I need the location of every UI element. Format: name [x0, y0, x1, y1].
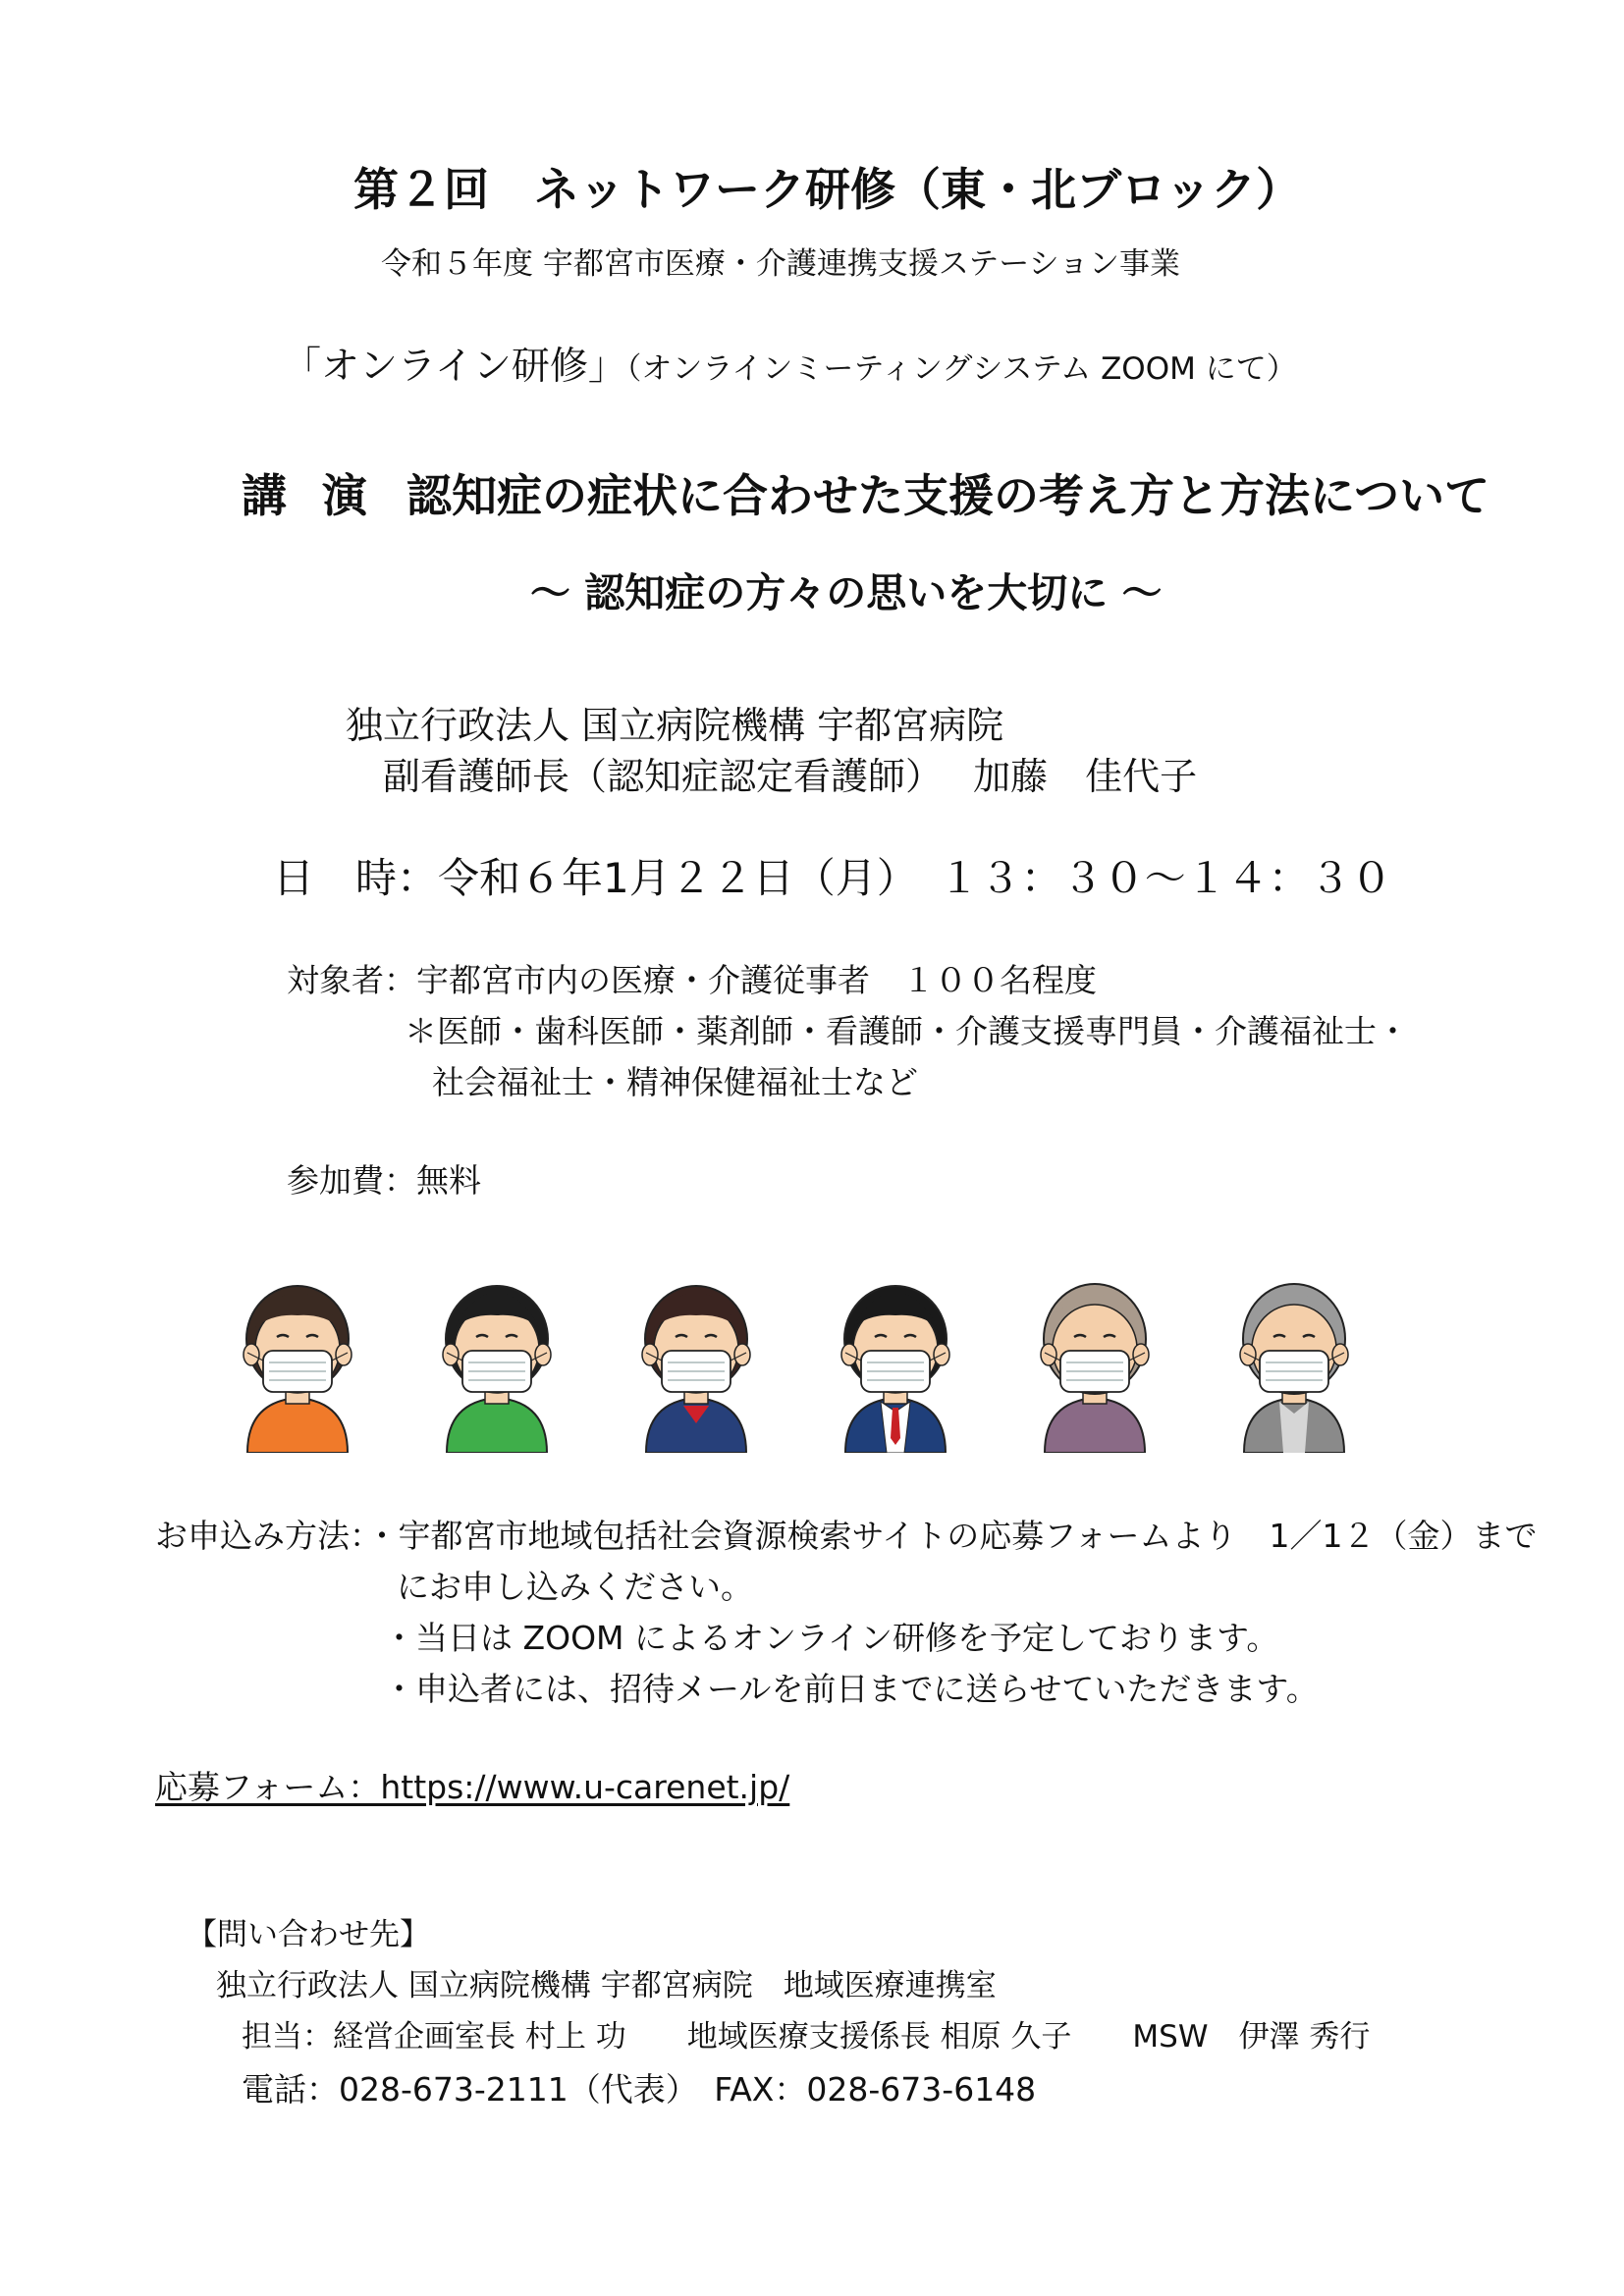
application-note-invite: ・申込者には、招待メールを前日までに送らせていただきます。	[383, 1670, 1319, 1708]
lecture-label-a: 講	[242, 469, 287, 522]
contact-heading: 【問い合わせ先】	[187, 1917, 430, 1952]
contact-organization: 独立行政法人 国立病院機構 宇都宮病院 地域医療連携室	[216, 1968, 997, 2003]
masked-girl-orange-icon	[234, 1276, 361, 1453]
application-method-cont: にお申し込みください。	[397, 1568, 753, 1606]
online-format-label: 「オンライン研修」	[283, 345, 626, 389]
application-form-link[interactable]: 応募フォーム：https://www.u-carenet.jp/	[155, 1768, 790, 1806]
lecture-subtitle: ～ 認知症の方々の思いを大切に ～	[530, 569, 1163, 616]
masked-elderly-man-icon	[1230, 1276, 1358, 1453]
target-professions: ＊医師・歯科医師・薬剤師・看護師・介護支援専門員・介護福祉士・	[405, 1012, 1409, 1050]
contact-phone-fax: 電話：028-673-2111（代表） FAX：028-673-6148	[242, 2070, 1037, 2109]
online-format-line	[283, 345, 1297, 389]
masked-student-girl-icon	[632, 1276, 760, 1453]
target-professions-cont: 社会福祉士・精神保健福祉士など	[432, 1063, 918, 1101]
event-title: 第２回 ネットワーク研修（東・北ブロック）	[353, 163, 1302, 216]
online-format-note: （オンラインミーティングシステム ZOOM にて）	[625, 351, 1297, 387]
lecture-label-b: 演	[322, 469, 367, 522]
event-datetime: 日 時：令和６年1月２２日（月） １３：３０～１４：３０	[273, 854, 1392, 902]
masked-businessman-icon	[832, 1276, 959, 1453]
masked-elderly-woman-icon	[1031, 1276, 1159, 1453]
lecture-heading	[242, 469, 1490, 522]
target-audience: 対象者：宇都宮市内の医療・介護従事者 １００名程度	[287, 961, 1097, 999]
speaker-role-name: 副看護師長（認知症認定看護師） 加藤 佳代子	[383, 755, 1198, 798]
application-method: お申込み方法：・宇都宮市地域包括社会資源検索サイトの応募フォームより 1／1２（金）まで	[155, 1517, 1538, 1555]
application-note-zoom: ・当日は ZOOM によるオンライン研修を予定しております。	[383, 1619, 1279, 1657]
lecture-title: 認知症の症状に合わせた支援の考え方と方法について	[406, 469, 1490, 522]
masked-boy-green-icon	[433, 1276, 561, 1453]
program-subtitle: 令和５年度 宇都宮市医療・介護連携支援ステーション事業	[381, 246, 1180, 282]
speaker-organization: 独立行政法人 国立病院機構 宇都宮病院	[346, 704, 1004, 747]
participation-fee: 参加費：無料	[287, 1161, 481, 1200]
contact-staff: 担当：経営企画室長 村上 功 地域医療支援係長 相原 久子 MSW 伊澤 秀行	[242, 2019, 1371, 2055]
masked-people-illustration	[234, 1276, 1392, 1453]
